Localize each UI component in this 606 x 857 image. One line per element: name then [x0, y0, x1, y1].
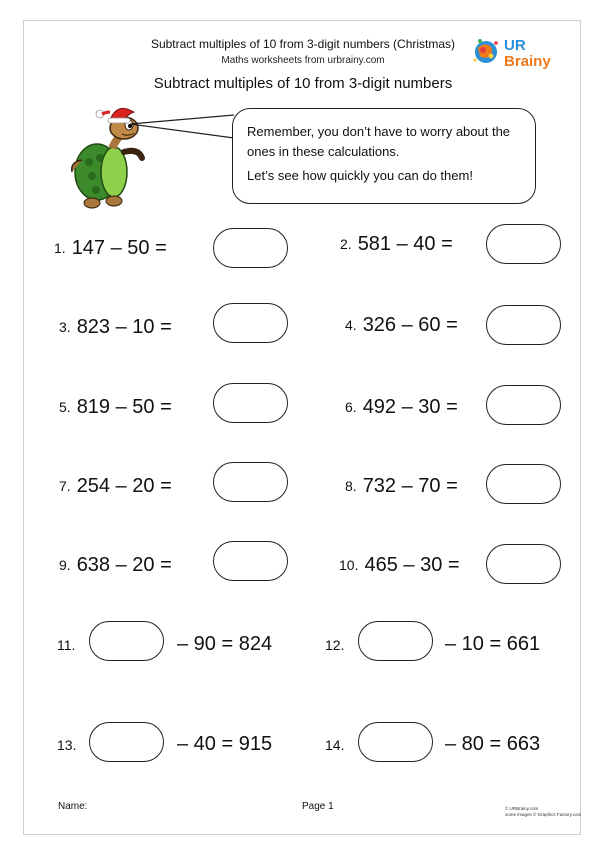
worksheet-header-title: Subtract multiples of 10 from 3-digit numbers (Christmas): [150, 37, 456, 51]
answer-box[interactable]: [486, 385, 561, 425]
question-14-expression: [445, 724, 540, 764]
name-label: Name:: [58, 801, 88, 812]
question-4: [345, 305, 458, 345]
question-expression: 819 – 50 =: [76, 395, 172, 418]
question-14-number: [325, 725, 350, 765]
question-number: 5.: [59, 399, 71, 415]
question-7: [59, 466, 172, 506]
answer-box[interactable]: [486, 464, 561, 504]
answer-box[interactable]: [213, 541, 288, 581]
question-expression: 465 – 30 =: [364, 553, 460, 576]
logo-text-brainy: Brainy: [504, 53, 551, 70]
copyright-credits: [505, 806, 581, 818]
urbrainy-logo: [470, 32, 565, 72]
question-9: [59, 545, 172, 585]
question-number: 4.: [345, 317, 357, 333]
question-number: 13.: [57, 737, 77, 753]
question-3: [59, 307, 172, 347]
question-expression: – 10 = 661: [445, 632, 541, 655]
question-number: 2.: [340, 236, 352, 252]
question-expression: 581 – 40 =: [357, 232, 453, 255]
question-expression: 638 – 20 =: [76, 553, 172, 576]
answer-box[interactable]: [89, 722, 164, 762]
question-number: 8.: [345, 478, 357, 494]
question-13-number: [57, 725, 82, 765]
question-number: 11.: [57, 637, 76, 653]
question-12-expression: [445, 624, 540, 664]
answer-box[interactable]: [358, 621, 433, 661]
question-expression: 326 – 60 =: [362, 313, 458, 336]
question-expression: 147 – 50 =: [71, 236, 167, 259]
question-expression: 492 – 30 =: [362, 395, 458, 418]
answer-box[interactable]: [89, 621, 164, 661]
question-number: 12.: [325, 637, 345, 653]
logo-text-ur: UR: [504, 37, 526, 54]
question-5: [59, 387, 172, 427]
question-number: 14.: [325, 737, 345, 753]
speech-bubble: [232, 108, 536, 204]
question-2: [340, 224, 453, 264]
worksheet-title: Subtract multiples of 10 from 3-digit numbers: [153, 75, 453, 92]
question-expression: 823 – 10 =: [76, 315, 172, 338]
credit-graphics-factory: some images © Graphics Factory.com: [505, 812, 582, 817]
question-10: [339, 545, 460, 585]
answer-box[interactable]: [358, 722, 433, 762]
question-expression: 732 – 70 =: [362, 474, 458, 497]
page-number: Page 1: [302, 801, 334, 812]
answer-box[interactable]: [213, 462, 288, 502]
question-number: 1.: [54, 240, 66, 256]
question-6: [345, 387, 458, 427]
question-number: 9.: [59, 557, 71, 573]
question-11-number: [57, 625, 81, 665]
speech-text-encouragement: Let’s see how quickly you can do them!: [247, 168, 473, 183]
question-number: 7.: [59, 478, 71, 494]
credit-urbrainy: © URBrainy.com: [505, 806, 539, 811]
answer-box[interactable]: [213, 303, 288, 343]
speech-text-reminder: Remember, you don’t have to worry about the ones in these calculations.: [247, 124, 511, 159]
question-expression: – 80 = 663: [445, 732, 541, 755]
answer-box[interactable]: [486, 544, 561, 584]
question-8: [345, 466, 458, 506]
question-number: 6.: [345, 399, 357, 415]
answer-box[interactable]: [486, 305, 561, 345]
question-expression: 254 – 20 =: [76, 474, 172, 497]
question-expression: – 90 = 824: [177, 632, 273, 655]
question-13-expression: [177, 724, 272, 764]
question-expression: – 40 = 915: [177, 732, 273, 755]
question-1: [54, 228, 167, 268]
worksheet-header-subtitle: Maths worksheets from urbrainy.com: [221, 55, 385, 66]
answer-box[interactable]: [213, 383, 288, 423]
answer-box[interactable]: [213, 228, 288, 268]
answer-box[interactable]: [486, 224, 561, 264]
question-number: 3.: [59, 319, 71, 335]
question-11-expression: [177, 624, 272, 664]
question-number: 10.: [339, 557, 359, 573]
speech-pointer: [130, 112, 240, 142]
question-12-number: [325, 625, 350, 665]
